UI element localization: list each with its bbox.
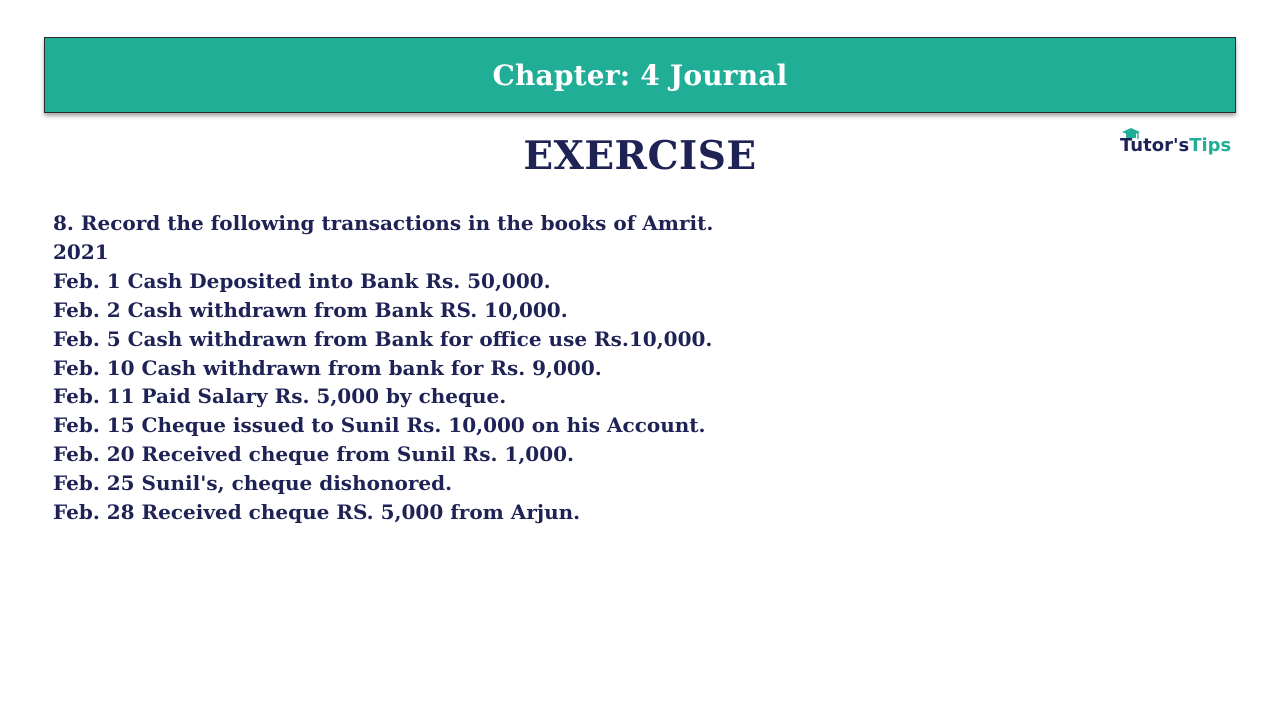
logo-text-tips: Tips [1189, 135, 1232, 156]
chapter-header [44, 37, 1236, 113]
transaction-line: Feb. 1 Cash Deposited into Bank Rs. 50,000. [53, 268, 551, 293]
transaction-line: Feb. 25 Sunil's, cheque dishonored. [53, 471, 453, 496]
transaction-line: Feb. 28 Received cheque RS. 5,000 from Arjun. [53, 500, 581, 525]
question-year: 2021 [53, 239, 109, 264]
transaction-line: Feb. 11 Paid Salary Rs. 5,000 by cheque. [53, 384, 507, 409]
chapter-title: Chapter: 4 Journal [492, 58, 788, 92]
logo-text [1120, 135, 1231, 157]
tutors-tips-logo [1120, 127, 1240, 161]
transaction-line: Feb. 20 Received cheque from Sunil Rs. 1,000. [53, 442, 575, 467]
transaction-line: Feb. 2 Cash withdrawn from Bank RS. 10,000. [53, 297, 568, 322]
logo-text-tutors: Tutor's [1120, 135, 1190, 156]
transaction-line: Feb. 15 Cheque issued to Sunil Rs. 10,000 on his Account. [53, 413, 706, 438]
question-body [53, 209, 953, 527]
transaction-line: Feb. 10 Cash withdrawn from bank for Rs. 9,000. [53, 355, 602, 380]
exercise-title: EXERCISE [523, 133, 757, 179]
transaction-line: Feb. 5 Cash withdrawn from Bank for office use Rs.10,000. [53, 326, 713, 351]
question-intro: 8. Record the following transactions in the books of Amrit. [53, 211, 714, 235]
